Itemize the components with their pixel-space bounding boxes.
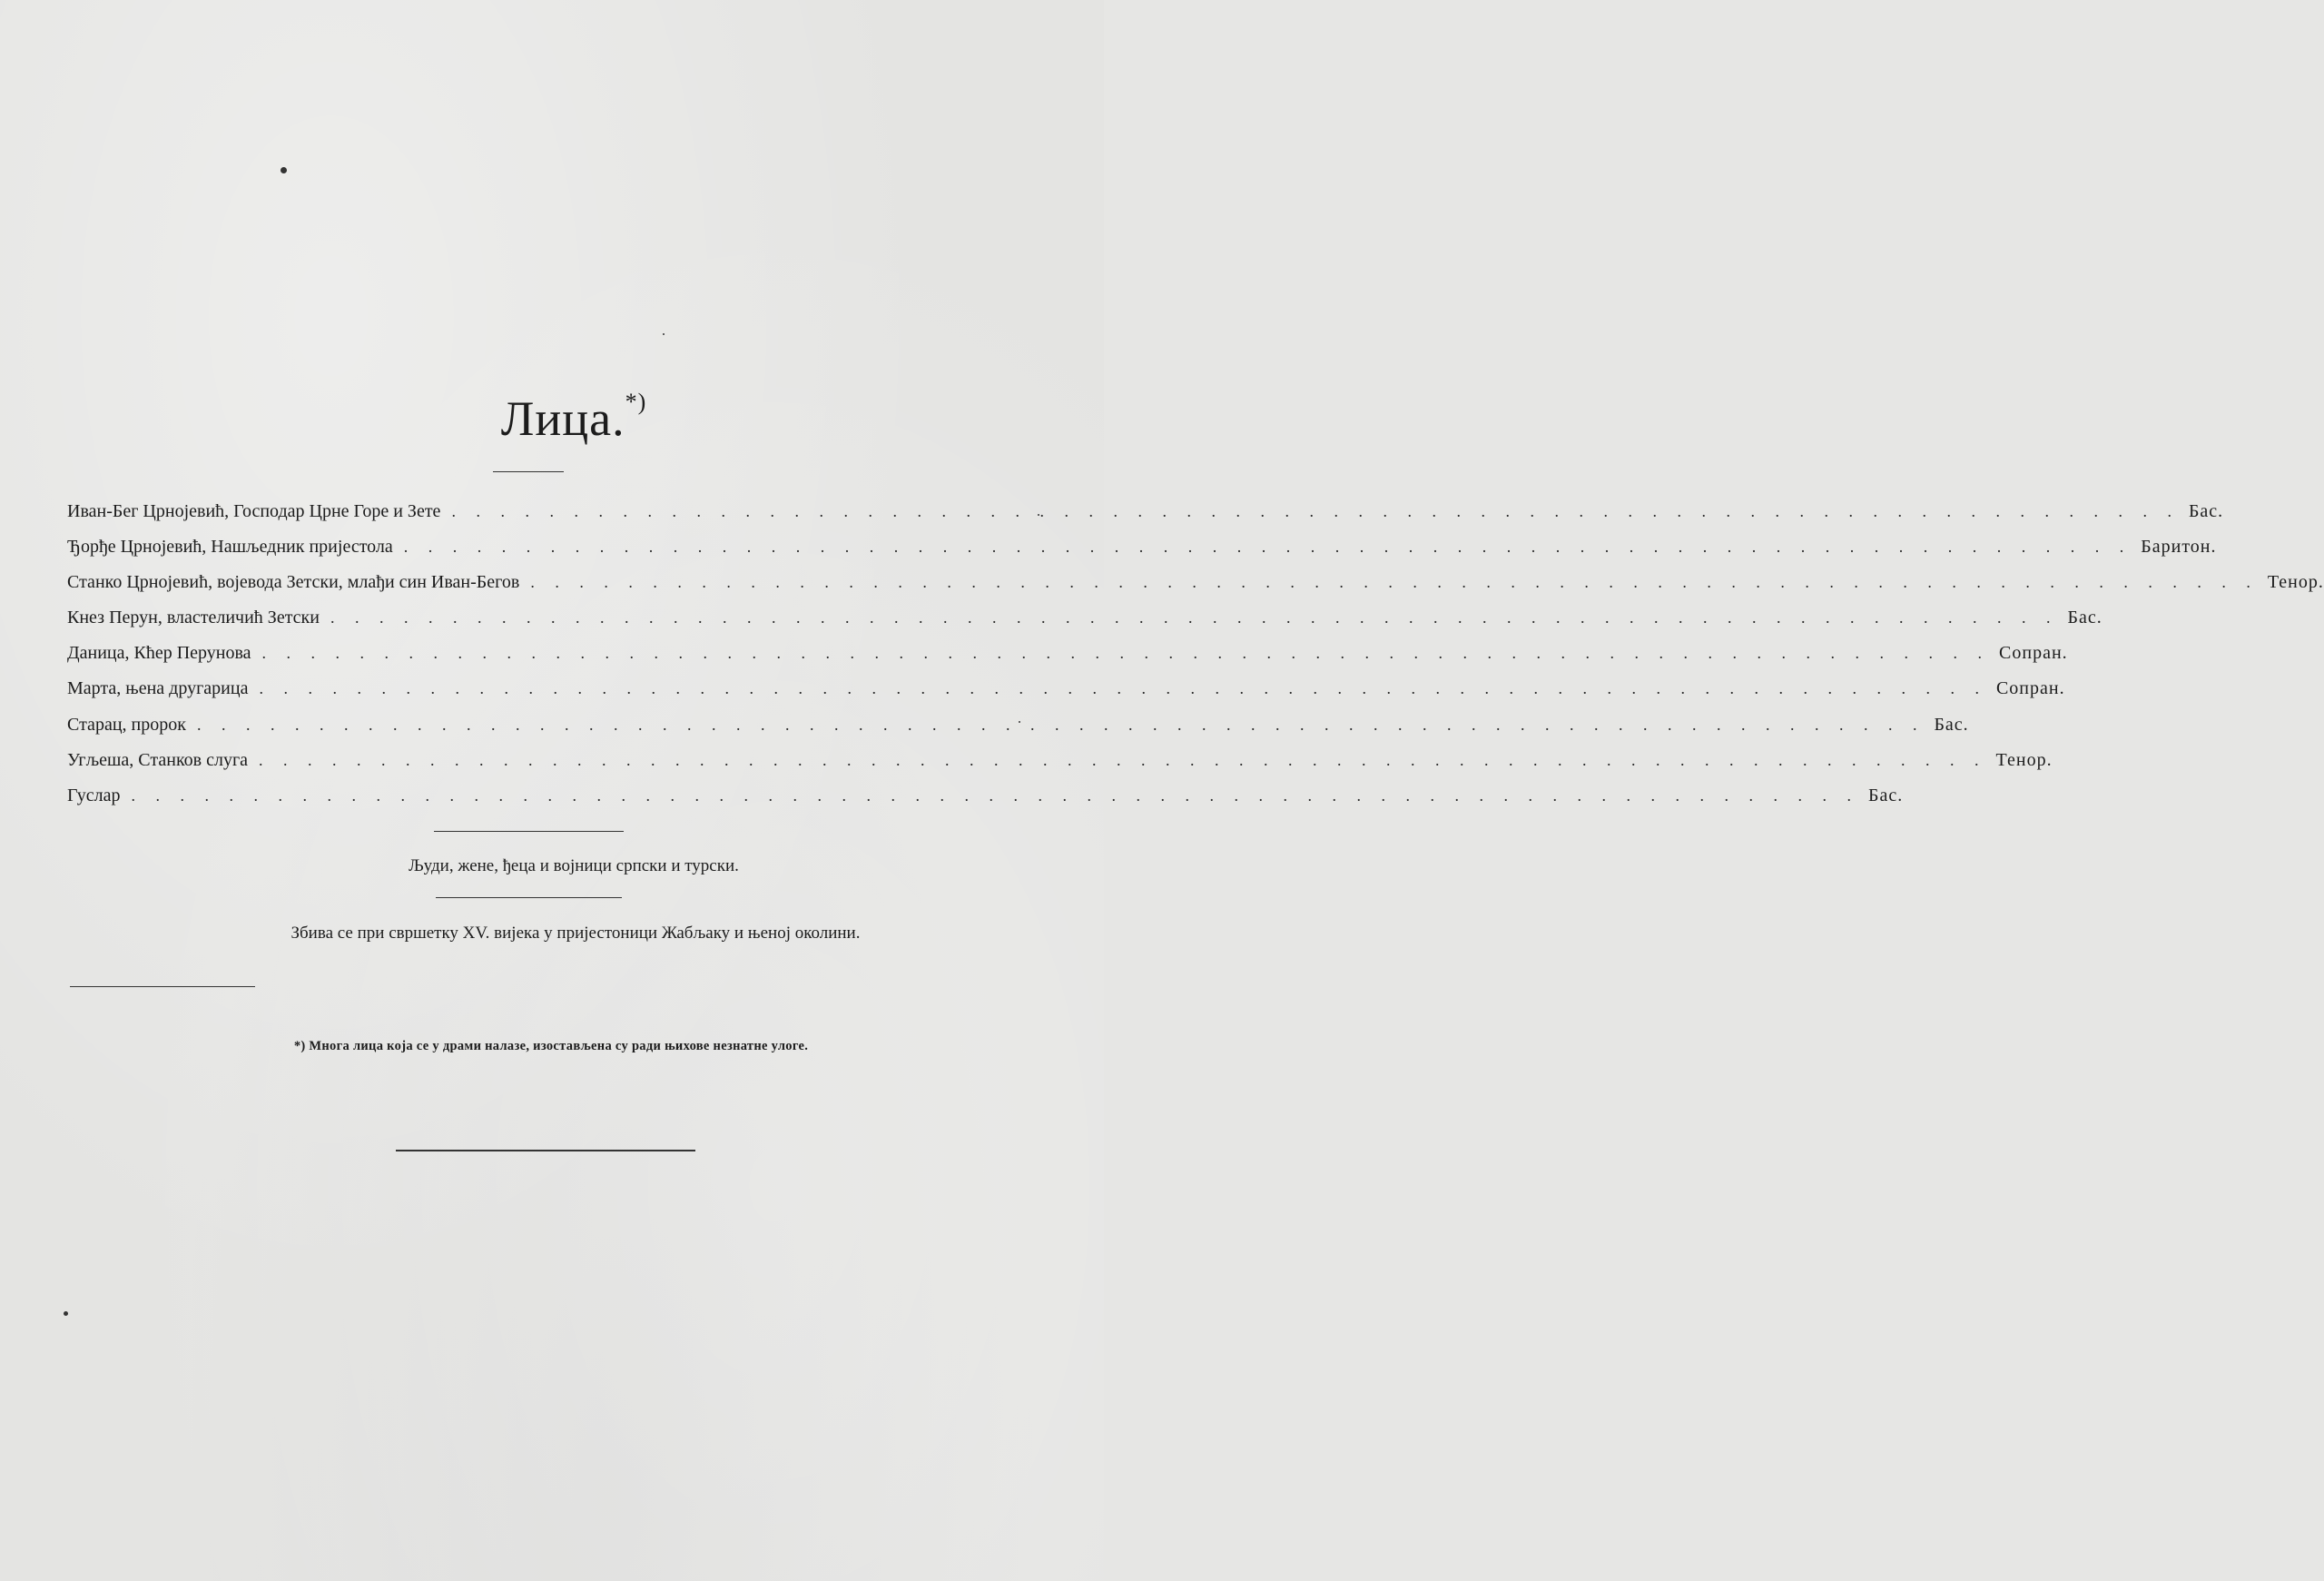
section-rule [434, 831, 624, 832]
setting-line: Збива се при свршетку XV. вијека у пријестоници Жабљаку и њеној околини. [290, 924, 861, 943]
voice-type: Тенор. [1995, 749, 2053, 770]
voice-type: Бас. [2067, 608, 2102, 628]
ink-speck [64, 1311, 68, 1316]
voice-type: Баритон. [2141, 537, 2217, 558]
page-title [22, 390, 1126, 447]
cast-row [67, 714, 1969, 750]
cast-list [67, 501, 2324, 821]
voice-type: Бас. [1934, 714, 1969, 735]
footnote: *) Многа лица која се у драми налазе, изостављена су ради њихове незнатне улоге. [293, 1039, 809, 1053]
dot-leader: . . . . . . . . . . . . . . . . . . . . . . . . . . . . . . . . . . . . . . . . . . . . . . . . . . . . . . . . . . . . . . . . . . . . . . . [196, 715, 1925, 734]
character-name: Иван-Бег Црнојевић, Господар Црне Горе и Зете [67, 501, 441, 521]
extras-line: Људи, жене, ђеца и војници српски и турски. [409, 856, 739, 875]
cast-row [67, 572, 2324, 608]
voice-type: Сопран. [1999, 643, 2068, 664]
character-name: Даница, Кћер Перунова [67, 643, 251, 664]
dot-leader: . . . . . . . . . . . . . . . . . . . . . . . . . . . . . . . . . . . . . . . . . . . . . . . . . . . . . . . . . . . . . . . . . . . . . . . [451, 502, 2180, 520]
dot-leader: . . . . . . . . . . . . . . . . . . . . . . . . . . . . . . . . . . . . . . . . . . . . . . . . . . . . . . . . . . . . . . . . . . . . . . . [259, 679, 1987, 698]
cast-row [67, 678, 2065, 714]
character-name: Старац, пророк [67, 714, 186, 735]
ink-speck [663, 333, 665, 335]
section-rule [436, 897, 622, 898]
voice-type: Тенор. [2267, 572, 2324, 593]
dot-leader: . . . . . . . . . . . . . . . . . . . . . . . . . . . . . . . . . . . . . . . . . . . . . . . . . . . . . . . . . . . . . . . . . . . . . . . [259, 750, 1987, 769]
character-name: Марта, њена другарица [67, 678, 249, 699]
dot-leader: . . . . . . . . . . . . . . . . . . . . . . . . . . . . . . . . . . . . . . . . . . . . . . . . . . . . . . . . . . . . . . . . . . . . . . . [131, 786, 1860, 805]
dot-leader: . . . . . . . . . . . . . . . . . . . . . . . . . . . . . . . . . . . . . . . . . . . . . . . . . . . . . . . . . . . . . . . . . . . . . . . [530, 573, 2259, 592]
title-rule [493, 471, 564, 472]
character-name: Кнез Перун, властеличић Зетски [67, 608, 320, 628]
cast-row [67, 785, 1904, 821]
title-text: Лица. [500, 391, 625, 446]
footnote-rule [70, 986, 255, 987]
dot-leader: . . . . . . . . . . . . . . . . . . . . . . . . . . . . . . . . . . . . . . . . . . . . . . . . . . . . . . . . . . . . . . . . . . . . . . . [330, 608, 2059, 627]
voice-type: Бас. [1868, 785, 1904, 805]
character-name: Гуслар [67, 785, 121, 805]
cast-row [67, 749, 2053, 786]
voice-type: Бас. [2188, 501, 2224, 521]
title-footnote-mark: *) [625, 389, 647, 415]
dot-leader: . . . . . . . . . . . . . . . . . . . . . . . . . . . . . . . . . . . . . . . . . . . . . . . . . . . . . . . . . . . . . . . . . . . . . . . [261, 644, 1991, 663]
character-name: Угљеша, Станков слуга [67, 749, 249, 770]
cast-row [67, 643, 2068, 678]
dot-leader: . . . . . . . . . . . . . . . . . . . . . . . . . . . . . . . . . . . . . . . . . . . . . . . . . . . . . . . . . . . . . . . . . . . . . . . [403, 538, 2132, 557]
character-name: Станко Црнојевић, војевода Зетски, млађи син Иван-Бегов [67, 572, 520, 593]
character-name: Ђорђе Црнојевић, Нашљедник пријестола [67, 537, 393, 558]
voice-type: Сопран. [1995, 678, 2065, 699]
cast-row [67, 537, 2217, 572]
end-rule [396, 1150, 695, 1151]
cast-row [67, 608, 2102, 643]
ink-speck [281, 167, 287, 173]
cast-row [67, 501, 2224, 537]
